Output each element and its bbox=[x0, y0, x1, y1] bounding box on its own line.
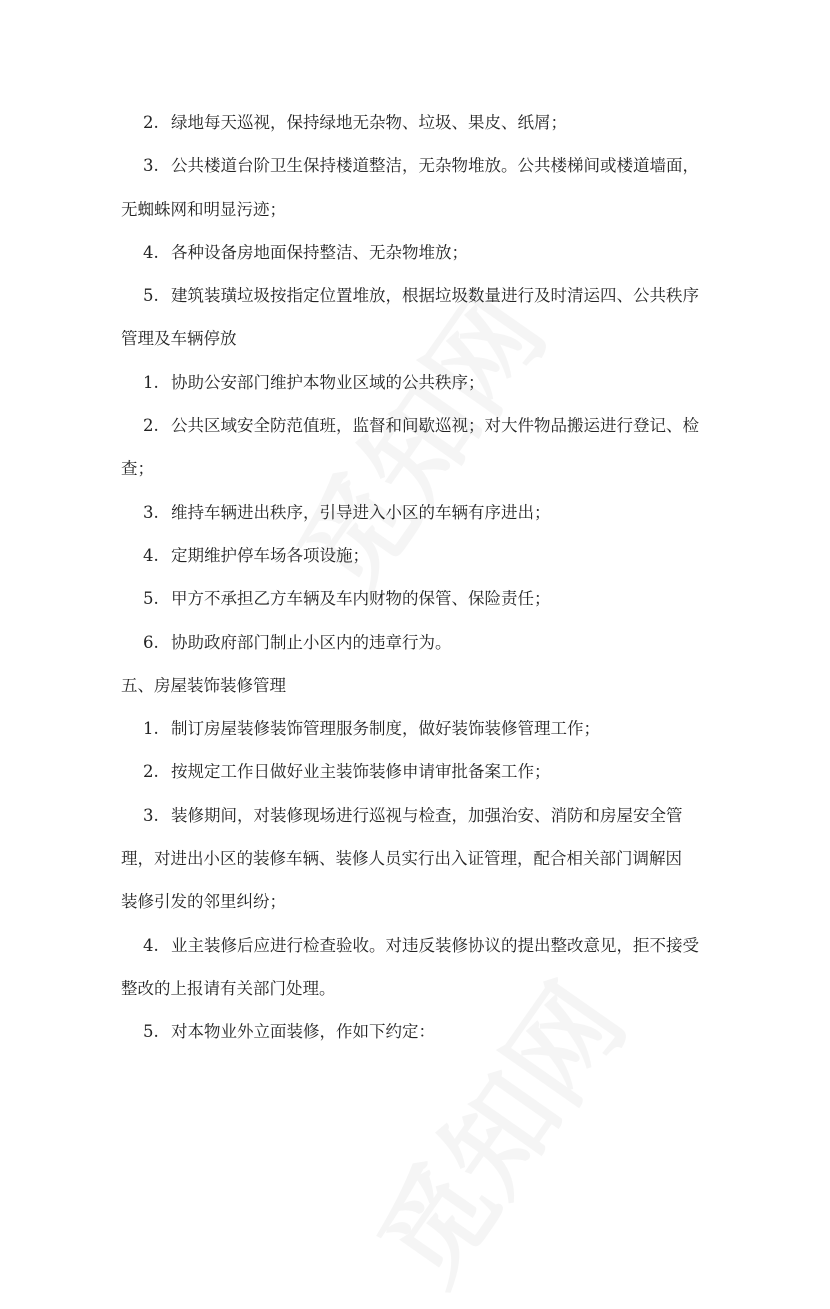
list-item bbox=[121, 534, 721, 577]
item-text: 对本物业外立面装修，作如下约定： bbox=[171, 1022, 435, 1042]
item-text: 甲方不承担乙方车辆及车内财物的保管、保险责任； bbox=[171, 589, 551, 609]
item-number: 5. bbox=[143, 1022, 159, 1042]
continuation-line: 查； bbox=[121, 459, 154, 479]
item-number: 2. bbox=[143, 113, 159, 132]
document-body bbox=[121, 101, 721, 1054]
item-number: 4. bbox=[143, 545, 159, 565]
list-item bbox=[121, 231, 721, 274]
item-number: 3. bbox=[143, 502, 159, 522]
item-number: 3. bbox=[143, 805, 159, 825]
item-number: 1. bbox=[143, 372, 159, 392]
list-item bbox=[121, 144, 721, 187]
list-item bbox=[121, 750, 721, 793]
list-item bbox=[121, 361, 721, 404]
list-item bbox=[121, 621, 721, 664]
continuation-line: 理，对进出小区的装修车辆、装修人员实行出入证管理，配合相关部门调解因 bbox=[121, 849, 682, 869]
item-text: 维持车辆进出秩序，引导进入小区的车辆有序进出； bbox=[171, 502, 551, 522]
item-text: 业主装修后应进行检查验收。对违反装修协议的提出整改意见，拒不接受 bbox=[171, 935, 699, 955]
list-item bbox=[121, 274, 721, 317]
item-text: 装修期间，对装修现场进行巡视与检查，加强治安、消防和房屋安全管 bbox=[171, 805, 683, 825]
list-item bbox=[121, 577, 721, 620]
list-item bbox=[121, 101, 721, 144]
continuation-line: 整改的上报请有关部门处理。 bbox=[121, 978, 336, 998]
list-item bbox=[121, 924, 721, 967]
item-text: 定期维护停车场各项设施； bbox=[171, 545, 369, 565]
list-item bbox=[121, 794, 721, 837]
item-number: 2. bbox=[143, 416, 159, 436]
section-heading: 五、房屋装饰装修管理 bbox=[121, 675, 286, 695]
list-item bbox=[121, 1010, 721, 1053]
list-item bbox=[121, 707, 721, 750]
item-number: 6. bbox=[143, 632, 159, 652]
continuation-line: 管理及车辆停放 bbox=[121, 329, 237, 349]
list-item bbox=[121, 404, 721, 447]
item-text: 协助公安部门维护本物业区域的公共秩序； bbox=[171, 372, 485, 392]
item-text: 公共楼道台阶卫生保持楼道整洁，无杂物堆放。公共楼梯间或楼道墙面， bbox=[171, 156, 699, 176]
item-number: 1. bbox=[143, 719, 159, 739]
item-text: 按规定工作日做好业主装饰装修申请审批备案工作； bbox=[171, 762, 551, 782]
item-number: 2. bbox=[143, 762, 159, 782]
continuation-line: 装修引发的邻里纠纷； bbox=[121, 892, 286, 912]
item-text: 建筑装璜垃圾按指定位置堆放，根据垃圾数量进行及时清运四、公共秩序 bbox=[171, 286, 699, 306]
item-text: 各种设备房地面保持整洁、无杂物堆放； bbox=[171, 242, 468, 262]
item-text: 协助政府部门制止小区内的违章行为。 bbox=[171, 632, 452, 652]
item-number: 4. bbox=[143, 242, 159, 262]
item-number: 4. bbox=[143, 935, 159, 955]
item-number: 3. bbox=[143, 156, 159, 176]
item-number: 5. bbox=[143, 286, 159, 306]
list-item bbox=[121, 491, 721, 534]
item-text: 制订房屋装修装饰管理服务制度，做好装饰装修管理工作； bbox=[171, 719, 600, 739]
item-text: 绿地每天巡视，保持绿地无杂物、垃圾、果皮、纸屑； bbox=[171, 113, 567, 132]
item-number: 5. bbox=[143, 589, 159, 609]
item-text: 公共区域安全防范值班，监督和间歇巡视；对大件物品搬运进行登记、检 bbox=[171, 416, 699, 436]
continuation-line: 无蜘蛛网和明显污迹； bbox=[121, 199, 286, 219]
